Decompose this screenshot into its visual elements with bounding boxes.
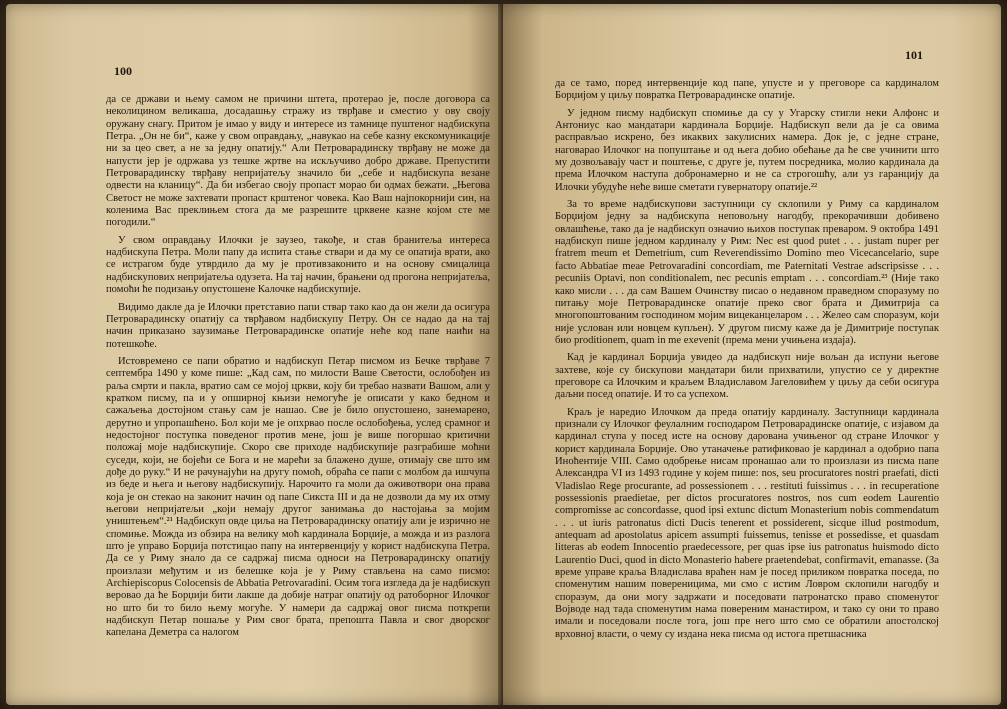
right-page-number: 101 [905, 48, 923, 62]
right-page-text [555, 78, 939, 641]
left-paragraph: Видимо дакле да је Илочки претставио папи ствар тако као да он жели да осигура Петроварадинску опатију са тврђавом надбискупу Петру. Он се надао да на тај начин приказано заузимање Петроварадинске опатије неће код папе наићи на потешкоће. [106, 301, 490, 350]
right-paragraph: да се тамо, поред интервенције код папе, упусте и у преговоре са кардиналом Борџијом у циљу повратка Петроварадинске опатије. [555, 78, 939, 102]
left-paragraph: да се држави и њему самом не причини штета, протерао је, после договора са неколицином великаша, досадашњу стражу из тврђаве и сместио у ову својy оружану снагу. Притом је имао у виду и интересе из тамнице пуштеног надбискупа Петра. „Он не би“, каже у свом оправдању, „навукао на себе казну екскомуникације ни за цео свет, а не за једну опатију.“ Али Петроварадинску тврђаву не може да напусти јер је одржава уз тешке жртве на искључиво добро државе. Препустити Петроварадинску тврђаву непријатељу значило би „себе и надбискупа везане одвести на кланицу“. Да би избегао своју пропаст морао би одмах бежати. „Његова Светост не може захтевати пропаст крштеног човека. Као Ваш најпокорнији син, на коленима Вас преклињем стога да ме разрешите црквене казне којом сте ме погодили.“ [106, 94, 490, 229]
left-paragraph: Истовремено се папи обратио и надбискуп Петар писмом из Бечке тврђаве 7 септембра 1490 у коме пише: „Кад сам, по милости Ваше Светости, ослобођен из раља смрти и пакла, вратио сам се мојој цркви, коју би требао назвати Вашом, али у кратком писму, па и у опширној књизи немогуће је описати у како бедном и сажаљења достојном стању сам је нашао. Све је било опустошено, занемарено, дерутно и упропашћено. Бол који ме је опхрвао после ослобођења, услед срамног и недостојног поступка поведеног против мене, још је више погоршао критични положај моје надбискупије. Скоро све приходе надбискупије разграбише моћни суседи, који, не бојећи се Бога и не марећи за блажено душе, отимају све што им дође до руку.“ И не рачунајући на другу помоћ, обраћа се папи с молбом да ишчупа из беде и њега и његову надбискупију. Нарочито га моли да оживотвори она права која је он стекао на законит начин од папе Сикста III и да не дозволи да му их отму његови непријатељи „који немају другог занимања до настојања за мојим уништењем“.²¹ Надбискуп овде циља на Петроварадинску опатију али је изрично не спомиње. Можда из обзира на велику моћ кардинала Борџије, а можда и из разлога што је управо Борџија потстицао папу на интервенцију у корист надбискупа Петра. Да се у Риму знало да се садржај писма односи на Петроварадинску опатију произлази међутим и из белешке која је у Риму стављена на само писмо: Archiepiscopus Colocensis de Abbatia Petrovaradini. Осим тога изгледа да је надбискуп веровао да ће Борџији бити лакше да добије натраг опатију од ратоборног Илочког но што би то било њему могуће. У намери да садржај овог писма поткрепи надбискуп Петар пошаље у Рим свог брата, препошта Павла и свог дворског капелана Деметра са налогом [106, 355, 490, 639]
right-paragraph: Кад је кардинал Борџија увидео да надбискуп није вољан да испуни његове захтеве, које су бискупови мандатари били прихватили, упустио се у директне преговоре са Илочким и краљем Владиславом Јагеловићем у циљу да себи осигура даљни посед опатије. И то са успехом. [555, 352, 939, 401]
left-page-text [106, 94, 490, 640]
left-page [6, 4, 502, 705]
right-page [503, 4, 1001, 705]
right-paragraph: У једном писму надбискуп спомиње да су у Угарску стигли неки Алфонс и Антониус као мандатари кардинала Борџије. Надбискуп вели да је са овима расправљао искрено, без икаквих закулисних намера. Док је, с једне стране, наговарао Илочког на попуштање и од њега добио обећање да ће све учинити што му дозвољавају част и поштење, с друге је, путем посредника, молио кардинала да према Илочком наступа добронамерно и не са строгошћу, али уз гаранцију да Илочки убудуће неће више сметати гувернатору опатије.²² [555, 107, 939, 193]
left-paragraph: У свом оправдању Илочки је заузео, такође, и став бранитеља интереса надбискупа Петра. Моли папу да испита стање ствари и да му се опатија врати, ако се истрагом буде утврдило да му је противзаконито и на основу смицалица надбискупових непријатеља одузета. На тај начин, брањени од прогона непријатеља, помоћи ће подизању опустошене Калочке надбискупије. [106, 234, 490, 296]
right-paragraph: За то време надбискупови заступници су склопили у Риму са кардиналом Борџијом једну за надбискупа неповољну нагодбу, прекорачивши добивено овлашћење, тако да је надбискуп означио њихов поступак превaром. 9 октобра 1491 надбискуп пише једном кардиналу у Рим: Nec est quod putet . . . justam nuper per fratrem meum et Demetrium, cum Reverendissimo Domino meo Vicecancelario, supe facto Abbatiae meae Petrovaradini concordiam, me Paternitati Vestrae adscripsisse . . . pecuniis Optavi, non conditionalem, nec pecunis emptam . . . concordiam.²³ (Није тако како мисли . . . да сам Вашем Очинству писао о недавном праведном споразуму по питању моје Петроварадинске опатије преко свог брата и Димитрија са многопоштованим господином мојим вицеканцеларом . . . Желео сам споразум, који није услован или новцем купљен). У другом писму каже да је Димитрије поступак био proditionem, quam in me exevenit (према мени учињена издаја). [555, 199, 939, 346]
right-paragraph: Краљ је наредио Илочком да преда опатију кардиналу. Заступници кардинала признали су Илочког феулалним господаром Петроварадинске опатије, с изјавом да кардинал ступа у посед исте на основу дарована учињеног од стране Илочког у корист кардинала Борџије. Ово утаначење ратификовао је кардинал а одобрио папа Иноћентије VIII. Само одобрење нисам пронашао али то произлази из писма папе Александра VI из 1493 године у којем пише: nos, seu procuratores nostri praefati, dicti Vladislao Rege procurante, ad possessionem . . . restituti fuissimus . . . in recuperatione possessionis praedietae, per dictos procuratores nostros, nos cum eodem Laurentio compromisse ac concordasse, quod ipsi extunc dictum Monasterium nobis commendatum . . . ut iuris patronatus dicti Ducis tenerent et possiderent, sicque illud postmodum, antequam ad apostolatus apicem assumpti fuissemus, tenisse et possedisse, et quasdam litteras ab eodem Innocentio praedecessore, per quas ipse ius patronatus huismodo dicto Laurentio Duci, quod in dicto Monasterio habere praetendebat, confirmavit, emanasse. (За време управе краља Владислава враћен нам је посед приликом повратка поседа, по споменутим нашим повереницима, ми смо с истим Ловром склопили нагодбу и споразум, да они могу задржати и поседовати патронатско право споменутог Војводе над тада споменутим нама повереним манастиром, и тако су они то право имали и поседовали после тога, још пре него што смо се обратили апостолској врховној власти, о чему су издана нека писма од истога претшасника [555, 406, 939, 640]
left-page-number: 100 [114, 64, 132, 78]
